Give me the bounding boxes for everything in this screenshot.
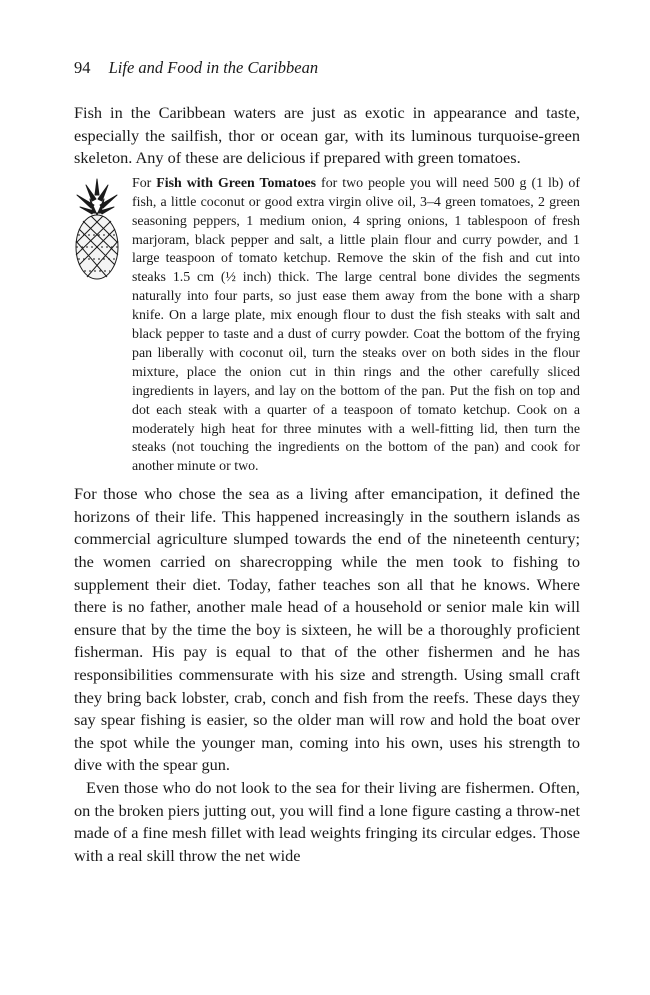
recipe-body: for two people you will need 500 g (1 lb) of fish, a little coconut or good extra virgin olive oil, 3–4 green tomatoes, 2 green seasoning peppers, 1 medium onion, 4 spring onions, 1 tablespoon of fresh marjoram, black pepper and salt, a little plain flour and curry powder, and 1 large teaspoon of tomato ketchup. Remove the skin of the fish and cut into steaks 1.5 cm (½ inch) thick. The large central bone divides the segments naturally into four parts, so just ease them away from the bone with a sharp knife. On a large plate, mix enough flour to dust the fish steaks with salt and black pepper to taste and a dust of curry powder. Coat the bottom of the frying pan liberally with coconut oil, turn the steaks over on both sides in the flour mixture, place the onion cut in thin rings and the other carefully sliced ingredients in layers, and lay on the bottom of the pan. Put the fish on top and dot each steak with a quarter of a teaspoon of tomato ketchup. Cook on a moderately high heat for three minutes with a well-fitting lid, then turn the steaks (not touching the ingredients on the bottom of the pan) and cook for another minute or two. <box>132 175 580 475</box>
recipe-dish-name: Fish with Green Tomatoes <box>156 175 317 191</box>
recipe-text <box>132 175 580 478</box>
paragraph-fishermen: Even those who do not look to the sea for their living are fishermen. Often, on the broken piers jutting out, you will find a lone figure casting a throw-net made of a fine mesh fillet with lead weights fringing its circular edges. Those with a real skill throw the net wide <box>74 778 580 865</box>
recipe-box <box>74 175 580 478</box>
running-head-title: Life and Food in the Caribbean <box>108 58 319 77</box>
page-number: 94 <box>74 58 91 77</box>
recipe-lead-in: For <box>132 175 157 191</box>
pineapple-icon <box>74 177 120 287</box>
paragraph-emancipation: For those who chose the sea as a living after emancipation, it defined the horizons of their life. This happened increasingly in the southern islands as commercial agriculture slumped towards the end of the nineteenth century; the women carried on sharecropping while the men took to fishing to supplement their diet. Today, father teaches son all that he knows. Where there is no father, another male head of a household or senior male kin will ensure that by the time the boy is sixteen, he will be a thoroughly proficient fisherman. His pay is equal to that of the other fishermen and he has responsibilities commensurate with his size and strength. Using small craft they bring back lobster, crab, conch and fish from the reefs. These days they say spear fishing is easier, so the older man will row and hold the boat over the spot while the younger man, coming into his own, uses his strength to dive with the spear gun. <box>74 484 580 775</box>
intro-paragraph: Fish in the Caribbean waters are just as exotic in appearance and taste, especially the sailfish, thor or ocean gar, with its luminous turquoise-green skeleton. Any of these are delicious if prepared with green tomatoes. <box>74 103 580 168</box>
running-head <box>74 58 580 78</box>
